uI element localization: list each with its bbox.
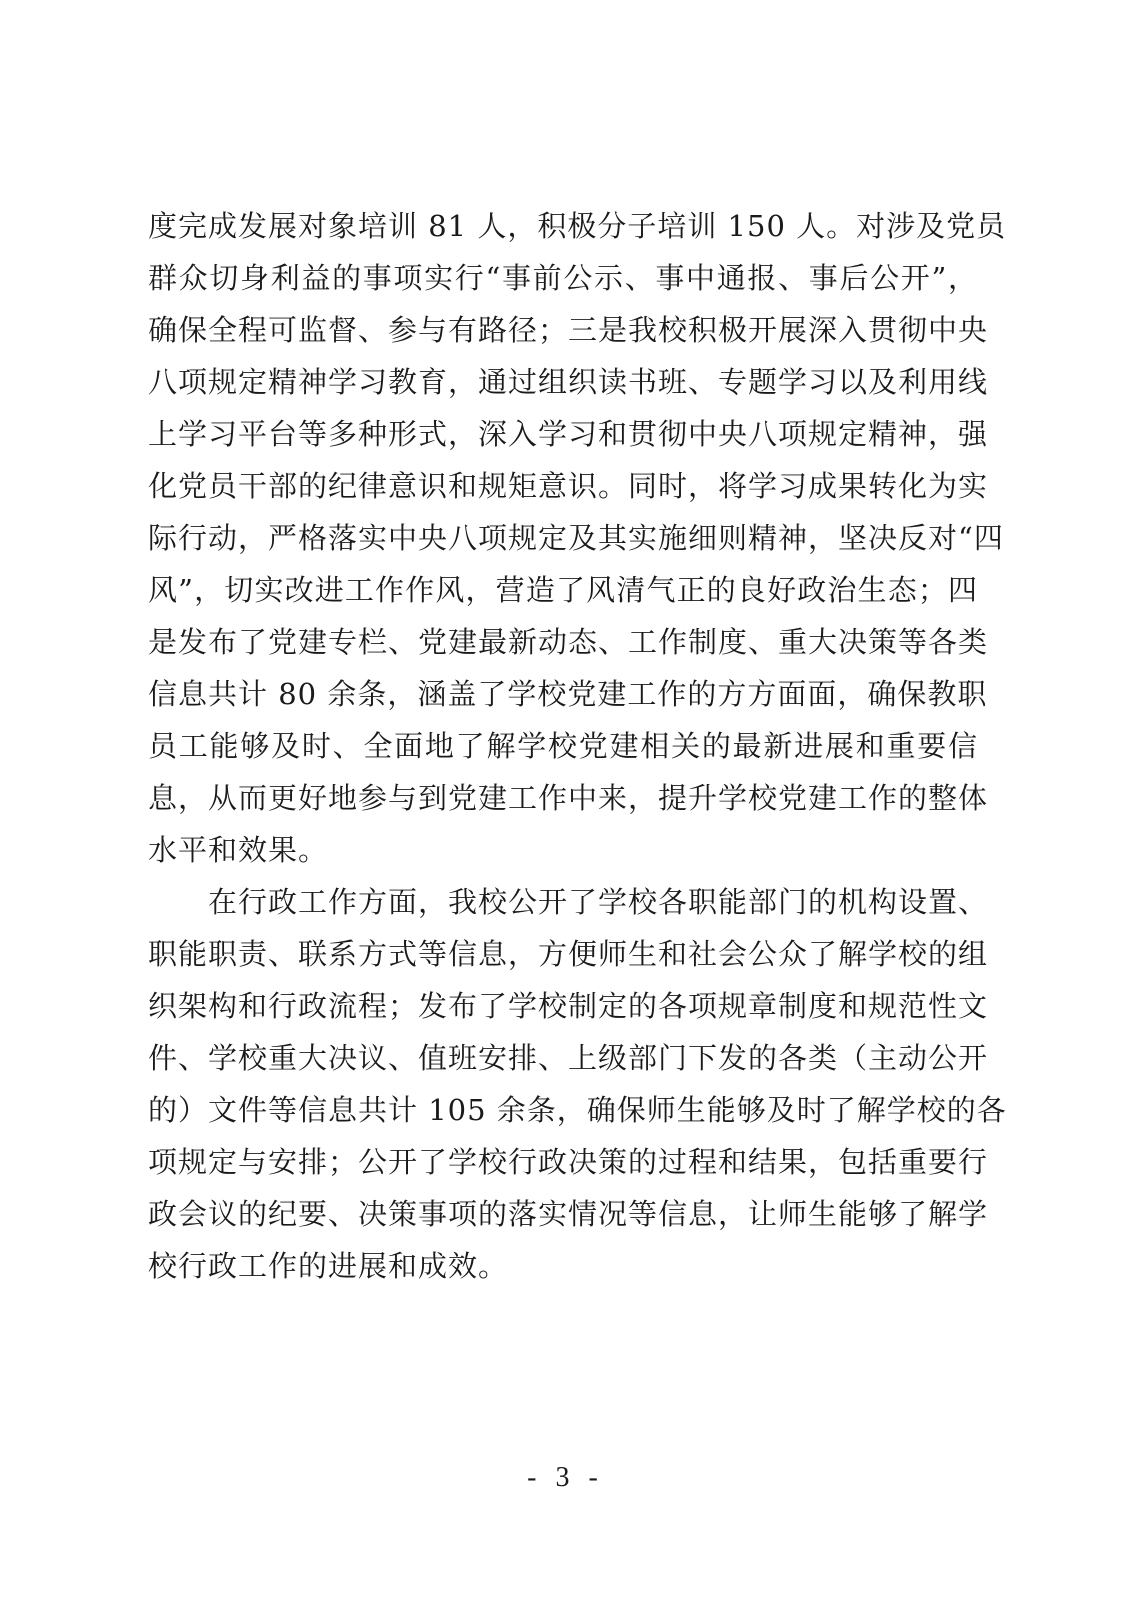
paragraph-administrative-work	[148, 876, 1007, 1292]
text-line: 群众切身利益的事项实行“事前公示、事中通报、事后公开”，	[148, 261, 978, 295]
text-line: 八项规定精神学习教育，通过组织读书班、专题学习以及利用线	[148, 365, 989, 399]
paragraph-party-building	[148, 200, 1007, 876]
text-line: 水平和效果。	[148, 833, 329, 867]
text-line: 确保全程可监督、参与有路径；三是我校积极开展深入贯彻中央	[148, 313, 989, 347]
text-line: 件、学校重大决议、值班安排、上级部门下发的各类（主动公开	[148, 1041, 989, 1075]
text-line: 织架构和行政流程；发布了学校制定的各项规章制度和规范性文	[148, 989, 989, 1023]
page-number: - 3 -	[527, 1462, 604, 1493]
text-line: 的）文件等信息共计 105 余条，确保师生能够及时了解学校的各	[148, 1093, 1007, 1127]
text-line: 是发布了党建专栏、党建最新动态、工作制度、重大决策等各类	[148, 625, 989, 659]
document-body	[148, 200, 1007, 1292]
text-line: 在行政工作方面，我校公开了学校各职能部门的机构设置、	[208, 885, 989, 919]
text-line: 息，从而更好地参与到党建工作中来，提升学校党建工作的整体	[148, 781, 989, 815]
text-line: 职能职责、联系方式等信息，方便师生和社会公众了解学校的组	[148, 937, 989, 971]
text-line: 度完成发展对象培训 81 人，积极分子培训 150 人。对涉及党员	[148, 209, 1007, 243]
text-line: 风”，切实改进工作作风，营造了风清气正的良好政治生态；四	[148, 573, 978, 607]
text-line: 员工能够及时、全面地了解学校党建相关的最新进展和重要信	[148, 729, 978, 763]
text-line: 项规定与安排；公开了学校行政决策的过程和结果，包括重要行	[148, 1145, 989, 1179]
text-line: 信息共计 80 余条，涵盖了学校党建工作的方方面面，确保教职	[148, 677, 988, 711]
text-line: 上学习平台等多种形式，深入学习和贯彻中央八项规定精神，强	[148, 417, 989, 451]
text-line: 际行动，严格落实中央八项规定及其实施细则精神，坚决反对“四	[148, 521, 1004, 555]
text-line: 化党员干部的纪律意识和规矩意识。同时，将学习成果转化为实	[148, 469, 989, 503]
text-line: 政会议的纪要、决策事项的落实情况等信息，让师生能够了解学	[148, 1197, 989, 1231]
text-line: 校行政工作的进展和成效。	[148, 1249, 509, 1283]
